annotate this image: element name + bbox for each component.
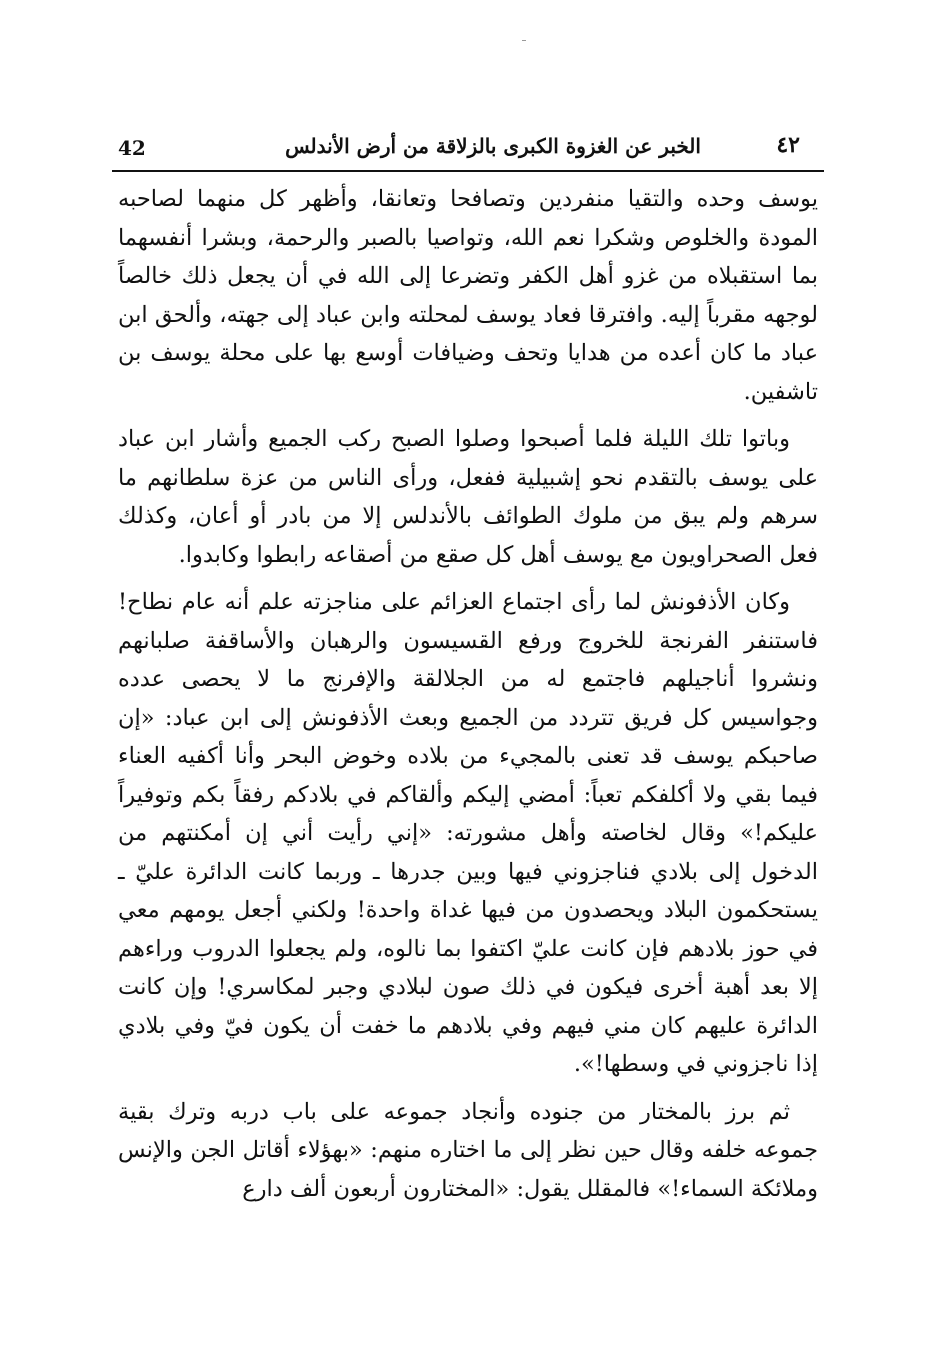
paragraph-3: وكان الأذفونش لما رأى اجتماع العزائم على مناجزته علم أنه عام نطاح! فاستنفر الفرنجة للخروج ورفع القسيسون والرهبان والأساقفة صلبانهم ونشروا أناجيلهم فاجتمع له من الجلالقة والإفرنج ما لا يحصى عدده وجواسيس كل فريق تتردد من الجميع وبعث الأذفونش إلى ابن عباد: «إن صاحبكم يوسف قد تعنى بالمجيء من بلاده وخوض البحر وأنا أكفيه العناء فيما بقي ولا أكلفكم تعباً: أمضي إليكم وألقاكم في بلادكم رفقاً بكم وتوفيراً عليكم!» وقال لخاصته وأهل مشورته: «إني رأيت أني إن أمكنتهم من الدخول إلى بلادي فناجزوني فيها وبين جدرها ـ وربما كانت الدائرة عليّ ـ يستحكمون البلاد ويحصدون من فيها غداة واحدة! ولكني أجعل يومهم معي في حوز بلادهم فإن كانت عليّ اكتفوا بما نالوه، ولم يجعلوا الدروب وراءهم إلا بعد أهبة أخرى فيكون في ذلك صون لبلادي وجبر لمكاسري! وإن كانت الدائرة عليهم كان مني فيهم وفي بلادهم ما خفت أن يكون فيّ وفي بلادي إذا ناجزوني في وسطها!». <box>118 589 818 1077</box>
paragraph-1: يوسف وحده والتقيا منفردين وتصافحا وتعانقا، وأظهر كل منهما لصاحبه المودة والخلوص وشكرا نعم الله، وتواصيا بالصبر والرحمة، وبشرا أنفسهما بما استقبلاه من غزو أهل الكفر وتضرعا إلى الله في أن يجعل ذلك خالصاً لوجهه مقرباً إليه. وافترقا فعاد يوسف لمحلته وابن عباد إلى جهته، وألحق ابن عباد ما كان أعده من هدايا وتحف وضيافات أوسع بها على محلة يوسف بن تاشفين. <box>118 186 818 405</box>
running-title: الخبر عن الغزوة الكبرى بالزلاقة من أرض الأندلس <box>285 134 701 158</box>
paragraph-4: ثم برز بالمختار من جنوده وأنجاد جموعه على باب دربه وترك بقية جموعه خلفه وقال حين نظر إلى ما اختاره منهم: «بهؤلاء أقاتل الجن والإنس وملائكة السماء!» فالمقلل يقول: «المختارون أربعون ألف دارع <box>118 1098 818 1202</box>
page-header <box>112 128 824 168</box>
header-rule <box>112 170 824 172</box>
page-number-arabic: ٤٢ <box>776 132 800 158</box>
body-text <box>118 180 818 1217</box>
scan-speck <box>522 40 526 41</box>
page-number-latin: 42 <box>118 136 146 160</box>
paragraph-2: وباتوا تلك الليلة فلما أصبحوا وصلوا الصبح ركب الجميع وأشار ابن عباد على يوسف بالتقدم نحو إشبيلية ففعل، ورأى الناس من عزة سلطانهم ما سرهم ولم يبق من ملوك الطوائف بالأندلس إلا من بادر أو أعان، وكذلك فعل الصحراويون مع يوسف أهل كل صقع من أصقاعه رابطوا وكابدوا. <box>118 426 818 568</box>
